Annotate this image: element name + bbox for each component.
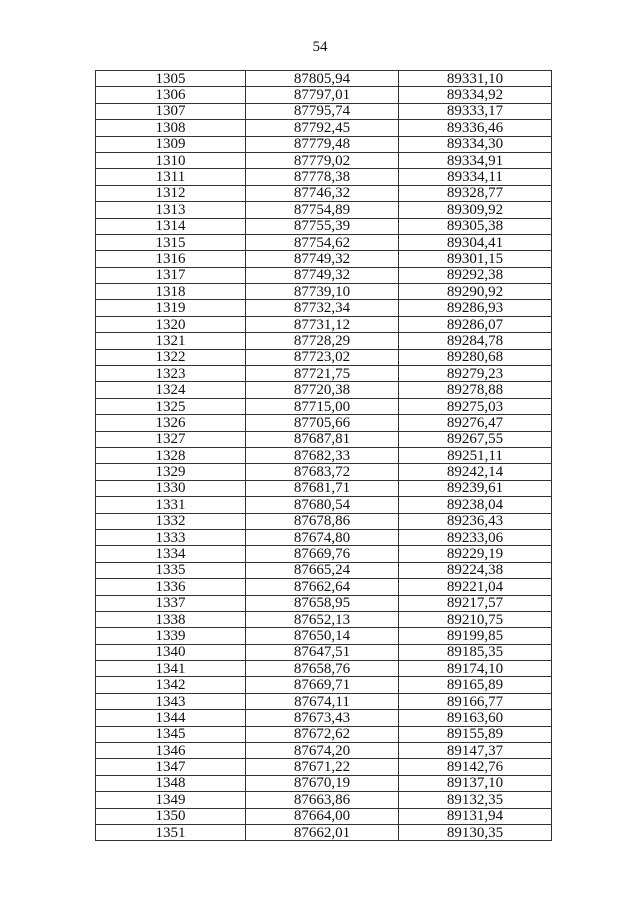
point-number-cell: 1344: [96, 710, 246, 726]
point-number-cell: 1348: [96, 775, 246, 791]
point-number-cell: 1314: [96, 218, 246, 234]
point-number-cell: 1339: [96, 628, 246, 644]
point-number-cell: 1307: [96, 103, 246, 119]
y-coordinate-cell: 89224,38: [399, 562, 552, 578]
point-number-cell: 1328: [96, 447, 246, 463]
x-coordinate-cell: 87670,19: [246, 775, 399, 791]
y-coordinate-cell: 89284,78: [399, 333, 552, 349]
x-coordinate-cell: 87778,38: [246, 169, 399, 185]
table-row: [96, 562, 552, 578]
x-coordinate-cell: 87749,32: [246, 267, 399, 283]
y-coordinate-cell: 89155,89: [399, 726, 552, 742]
y-coordinate-cell: 89279,23: [399, 366, 552, 382]
point-number-cell: 1340: [96, 644, 246, 660]
x-coordinate-cell: 87755,39: [246, 218, 399, 234]
y-coordinate-cell: 89147,37: [399, 743, 552, 759]
table-row: [96, 677, 552, 693]
point-number-cell: 1330: [96, 480, 246, 496]
y-coordinate-cell: 89217,57: [399, 595, 552, 611]
point-number-cell: 1313: [96, 202, 246, 218]
point-number-cell: 1306: [96, 87, 246, 103]
x-coordinate-cell: 87779,48: [246, 136, 399, 152]
y-coordinate-cell: 89174,10: [399, 661, 552, 677]
table-row: [96, 234, 552, 250]
x-coordinate-cell: 87754,62: [246, 234, 399, 250]
y-coordinate-cell: 89229,19: [399, 546, 552, 562]
table-row: [96, 185, 552, 201]
point-number-cell: 1349: [96, 792, 246, 808]
y-coordinate-cell: 89163,60: [399, 710, 552, 726]
point-number-cell: 1312: [96, 185, 246, 201]
x-coordinate-cell: 87674,11: [246, 693, 399, 709]
table-row: [96, 464, 552, 480]
page-number: 54: [312, 39, 328, 55]
table-row: [96, 726, 552, 742]
table-row: [96, 759, 552, 775]
y-coordinate-cell: 89278,88: [399, 382, 552, 398]
table-row: [96, 267, 552, 283]
y-coordinate-cell: 89239,61: [399, 480, 552, 496]
x-coordinate-cell: 87665,24: [246, 562, 399, 578]
y-coordinate-cell: 89142,76: [399, 759, 552, 775]
point-number-cell: 1308: [96, 120, 246, 136]
table-row: [96, 169, 552, 185]
point-number-cell: 1323: [96, 366, 246, 382]
point-number-cell: 1337: [96, 595, 246, 611]
table-row: [96, 546, 552, 562]
point-number-cell: 1327: [96, 431, 246, 447]
table-row: [96, 152, 552, 168]
table-row: [96, 349, 552, 365]
table-row: [96, 202, 552, 218]
table-row: [96, 103, 552, 119]
y-coordinate-cell: 89130,35: [399, 824, 552, 840]
point-number-cell: 1318: [96, 284, 246, 300]
y-coordinate-cell: 89137,10: [399, 775, 552, 791]
table-row: [96, 431, 552, 447]
y-coordinate-cell: 89165,89: [399, 677, 552, 693]
table-row: [96, 415, 552, 431]
point-number-cell: 1342: [96, 677, 246, 693]
point-number-cell: 1310: [96, 152, 246, 168]
table-row: [96, 513, 552, 529]
table-row: [96, 775, 552, 791]
y-coordinate-cell: 89331,10: [399, 71, 552, 87]
point-number-cell: 1341: [96, 661, 246, 677]
x-coordinate-cell: 87731,12: [246, 316, 399, 332]
x-coordinate-cell: 87723,02: [246, 349, 399, 365]
point-number-cell: 1325: [96, 398, 246, 414]
y-coordinate-cell: 89185,35: [399, 644, 552, 660]
point-number-cell: 1331: [96, 497, 246, 513]
y-coordinate-cell: 89328,77: [399, 185, 552, 201]
point-number-cell: 1332: [96, 513, 246, 529]
point-number-cell: 1311: [96, 169, 246, 185]
table-row: [96, 316, 552, 332]
x-coordinate-cell: 87681,71: [246, 480, 399, 496]
y-coordinate-cell: 89238,04: [399, 497, 552, 513]
point-number-cell: 1305: [96, 71, 246, 87]
point-number-cell: 1347: [96, 759, 246, 775]
point-number-cell: 1316: [96, 251, 246, 267]
x-coordinate-cell: 87664,00: [246, 808, 399, 824]
table-row: [96, 661, 552, 677]
y-coordinate-cell: 89334,91: [399, 152, 552, 168]
y-coordinate-cell: 89334,11: [399, 169, 552, 185]
table-row: [96, 529, 552, 545]
table-row: [96, 693, 552, 709]
x-coordinate-cell: 87682,33: [246, 447, 399, 463]
table-row: [96, 628, 552, 644]
table-row: [96, 595, 552, 611]
x-coordinate-cell: 87795,74: [246, 103, 399, 119]
y-coordinate-cell: 89199,85: [399, 628, 552, 644]
x-coordinate-cell: 87678,86: [246, 513, 399, 529]
y-coordinate-cell: 89275,03: [399, 398, 552, 414]
point-number-cell: 1343: [96, 693, 246, 709]
y-coordinate-cell: 89334,92: [399, 87, 552, 103]
y-coordinate-cell: 89304,41: [399, 234, 552, 250]
table-row: [96, 71, 552, 87]
y-coordinate-cell: 89267,55: [399, 431, 552, 447]
x-coordinate-cell: 87749,32: [246, 251, 399, 267]
table-row: [96, 120, 552, 136]
y-coordinate-cell: 89251,11: [399, 447, 552, 463]
coordinates-table: [95, 70, 552, 841]
x-coordinate-cell: 87658,76: [246, 661, 399, 677]
table-row: [96, 579, 552, 595]
x-coordinate-cell: 87647,51: [246, 644, 399, 660]
table-row: [96, 824, 552, 840]
y-coordinate-cell: 89305,38: [399, 218, 552, 234]
table-row: [96, 284, 552, 300]
table-row: [96, 136, 552, 152]
table-row: [96, 87, 552, 103]
x-coordinate-cell: 87720,38: [246, 382, 399, 398]
x-coordinate-cell: 87673,43: [246, 710, 399, 726]
x-coordinate-cell: 87680,54: [246, 497, 399, 513]
x-coordinate-cell: 87797,01: [246, 87, 399, 103]
point-number-cell: 1320: [96, 316, 246, 332]
table-row: [96, 398, 552, 414]
y-coordinate-cell: 89131,94: [399, 808, 552, 824]
point-number-cell: 1345: [96, 726, 246, 742]
point-number-cell: 1335: [96, 562, 246, 578]
point-number-cell: 1351: [96, 824, 246, 840]
table-row: [96, 447, 552, 463]
x-coordinate-cell: 87662,64: [246, 579, 399, 595]
table-row: [96, 743, 552, 759]
point-number-cell: 1333: [96, 529, 246, 545]
point-number-cell: 1350: [96, 808, 246, 824]
point-number-cell: 1321: [96, 333, 246, 349]
x-coordinate-cell: 87746,32: [246, 185, 399, 201]
y-coordinate-cell: 89233,06: [399, 529, 552, 545]
y-coordinate-cell: 89333,17: [399, 103, 552, 119]
point-number-cell: 1324: [96, 382, 246, 398]
table-row: [96, 480, 552, 496]
x-coordinate-cell: 87732,34: [246, 300, 399, 316]
point-number-cell: 1346: [96, 743, 246, 759]
table-row: [96, 366, 552, 382]
x-coordinate-cell: 87669,76: [246, 546, 399, 562]
table-row: [96, 808, 552, 824]
point-number-cell: 1338: [96, 611, 246, 627]
table-row: [96, 792, 552, 808]
y-coordinate-cell: 89236,43: [399, 513, 552, 529]
coordinates-table-body: [96, 71, 552, 841]
x-coordinate-cell: 87715,00: [246, 398, 399, 414]
point-number-cell: 1334: [96, 546, 246, 562]
x-coordinate-cell: 87687,81: [246, 431, 399, 447]
table-row: [96, 497, 552, 513]
y-coordinate-cell: 89276,47: [399, 415, 552, 431]
table-row: [96, 710, 552, 726]
point-number-cell: 1315: [96, 234, 246, 250]
point-number-cell: 1336: [96, 579, 246, 595]
point-number-cell: 1322: [96, 349, 246, 365]
x-coordinate-cell: 87663,86: [246, 792, 399, 808]
x-coordinate-cell: 87669,71: [246, 677, 399, 693]
y-coordinate-cell: 89242,14: [399, 464, 552, 480]
x-coordinate-cell: 87662,01: [246, 824, 399, 840]
x-coordinate-cell: 87683,72: [246, 464, 399, 480]
y-coordinate-cell: 89336,46: [399, 120, 552, 136]
y-coordinate-cell: 89301,15: [399, 251, 552, 267]
table-row: [96, 251, 552, 267]
x-coordinate-cell: 87721,75: [246, 366, 399, 382]
x-coordinate-cell: 87705,66: [246, 415, 399, 431]
table-row: [96, 300, 552, 316]
table-row: [96, 382, 552, 398]
table-row: [96, 611, 552, 627]
x-coordinate-cell: 87672,62: [246, 726, 399, 742]
point-number-cell: 1317: [96, 267, 246, 283]
table-row: [96, 218, 552, 234]
y-coordinate-cell: 89292,38: [399, 267, 552, 283]
y-coordinate-cell: 89334,30: [399, 136, 552, 152]
x-coordinate-cell: 87739,10: [246, 284, 399, 300]
y-coordinate-cell: 89280,68: [399, 349, 552, 365]
x-coordinate-cell: 87650,14: [246, 628, 399, 644]
y-coordinate-cell: 89221,04: [399, 579, 552, 595]
y-coordinate-cell: 89309,92: [399, 202, 552, 218]
x-coordinate-cell: 87792,45: [246, 120, 399, 136]
x-coordinate-cell: 87674,80: [246, 529, 399, 545]
y-coordinate-cell: 89210,75: [399, 611, 552, 627]
point-number-cell: 1326: [96, 415, 246, 431]
table-row: [96, 333, 552, 349]
x-coordinate-cell: 87779,02: [246, 152, 399, 168]
x-coordinate-cell: 87671,22: [246, 759, 399, 775]
x-coordinate-cell: 87728,29: [246, 333, 399, 349]
x-coordinate-cell: 87674,20: [246, 743, 399, 759]
point-number-cell: 1309: [96, 136, 246, 152]
point-number-cell: 1319: [96, 300, 246, 316]
x-coordinate-cell: 87658,95: [246, 595, 399, 611]
y-coordinate-cell: 89132,35: [399, 792, 552, 808]
y-coordinate-cell: 89286,07: [399, 316, 552, 332]
x-coordinate-cell: 87754,89: [246, 202, 399, 218]
y-coordinate-cell: 89286,93: [399, 300, 552, 316]
x-coordinate-cell: 87652,13: [246, 611, 399, 627]
table-row: [96, 644, 552, 660]
y-coordinate-cell: 89166,77: [399, 693, 552, 709]
point-number-cell: 1329: [96, 464, 246, 480]
y-coordinate-cell: 89290,92: [399, 284, 552, 300]
x-coordinate-cell: 87805,94: [246, 71, 399, 87]
